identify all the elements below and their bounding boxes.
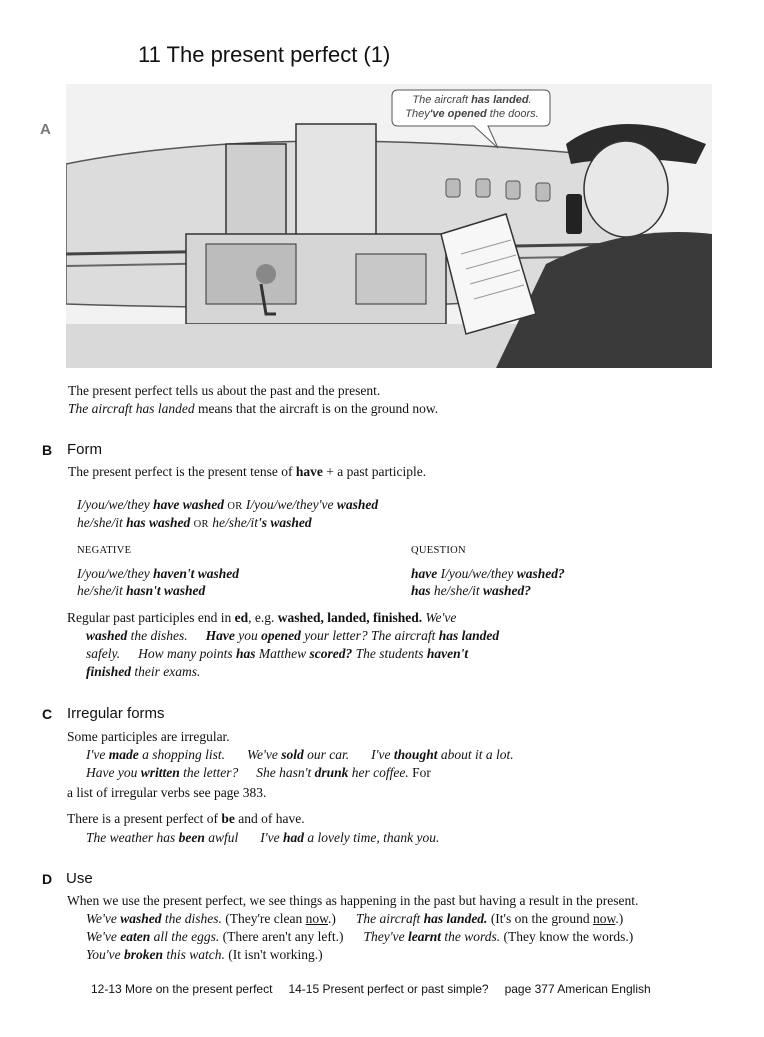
- irregular-examples-2: Have you written the letter? She hasn't drunk her coffee. For: [86, 765, 431, 780]
- irregular-intro: Some participles are irregular.: [67, 729, 230, 744]
- be-have-examples: The weather has been awful I've had a lovely time, thank you.: [86, 830, 440, 845]
- footer-references: [91, 982, 651, 996]
- irregular-verbs-reference: a list of irregular verbs see page 383.: [67, 785, 267, 800]
- form-intro: The present perfect is the present tense of have + a past participle.: [68, 464, 427, 479]
- use-intro: When we use the present perfect, we see things as happening in the past but having a result in the present.: [67, 893, 639, 908]
- intro-paragraph-2: The aircraft has landed means that the aircraft is on the ground now.: [68, 401, 439, 416]
- section-a-letter: A: [40, 121, 51, 138]
- form-line-2: he/she/it has washed OR he/she/it's washed: [77, 515, 312, 530]
- footer-ref-1[interactable]: 12-13 More on the present perfect: [91, 982, 273, 996]
- be-have-note: There is a present perfect of be and of have.: [67, 811, 305, 826]
- section-b-letter: B: [42, 442, 53, 458]
- regular-participles-line-4: finished their exams.: [86, 664, 201, 679]
- question-label: QUESTION: [411, 545, 466, 556]
- negative-line-2: he/she/it hasn't washed: [77, 583, 206, 598]
- page-title: 11 The present perfect (1): [138, 42, 391, 67]
- section-d-title: Use: [66, 870, 93, 887]
- section-c-letter: C: [42, 706, 53, 722]
- question-line-2: has he/she/it washed?: [411, 583, 532, 598]
- speech-bubble-text: The aircraft has landed. They've opened the doors.: [405, 94, 539, 120]
- section-c-title: Irregular forms: [67, 705, 165, 722]
- question-line-1: have I/you/we/they washed?: [411, 566, 565, 581]
- use-examples-3: You've broken this watch. (It isn't working.): [86, 947, 323, 962]
- use-examples-1: We've washed the dishes. (They're clean now.) The aircraft has landed. (It's on the ground now.): [86, 911, 624, 926]
- footer-ref-2[interactable]: 14-15 Present perfect or past simple?: [288, 982, 489, 996]
- negative-label: NEGATIVE: [77, 545, 132, 556]
- form-line-1: I/you/we/they have washed OR I/you/we/they've washed: [77, 497, 379, 512]
- negative-line-1: I/you/we/they haven't washed: [77, 566, 239, 581]
- regular-participles-line-3: safely. How many points has Matthew scored? The students haven't: [86, 646, 469, 661]
- regular-participles-line-2: washed the dishes. Have you opened your letter? The aircraft has landed: [86, 628, 500, 643]
- footer-ref-3[interactable]: page 377 American English: [504, 982, 651, 996]
- use-examples-2: We've eaten all the eggs. (There aren't any left.) They've learnt the words. (They know the words.): [86, 929, 634, 944]
- section-d-letter: D: [42, 871, 53, 887]
- intro-paragraph-1: The present perfect tells us about the past and the present.: [68, 383, 381, 398]
- irregular-examples-1: I've made a shopping list. We've sold our car. I've thought about it a lot.: [86, 747, 514, 762]
- regular-participles-line-1: Regular past participles end in ed, e.g. washed, landed, finished. We've: [67, 610, 457, 625]
- section-b-title: Form: [67, 441, 102, 458]
